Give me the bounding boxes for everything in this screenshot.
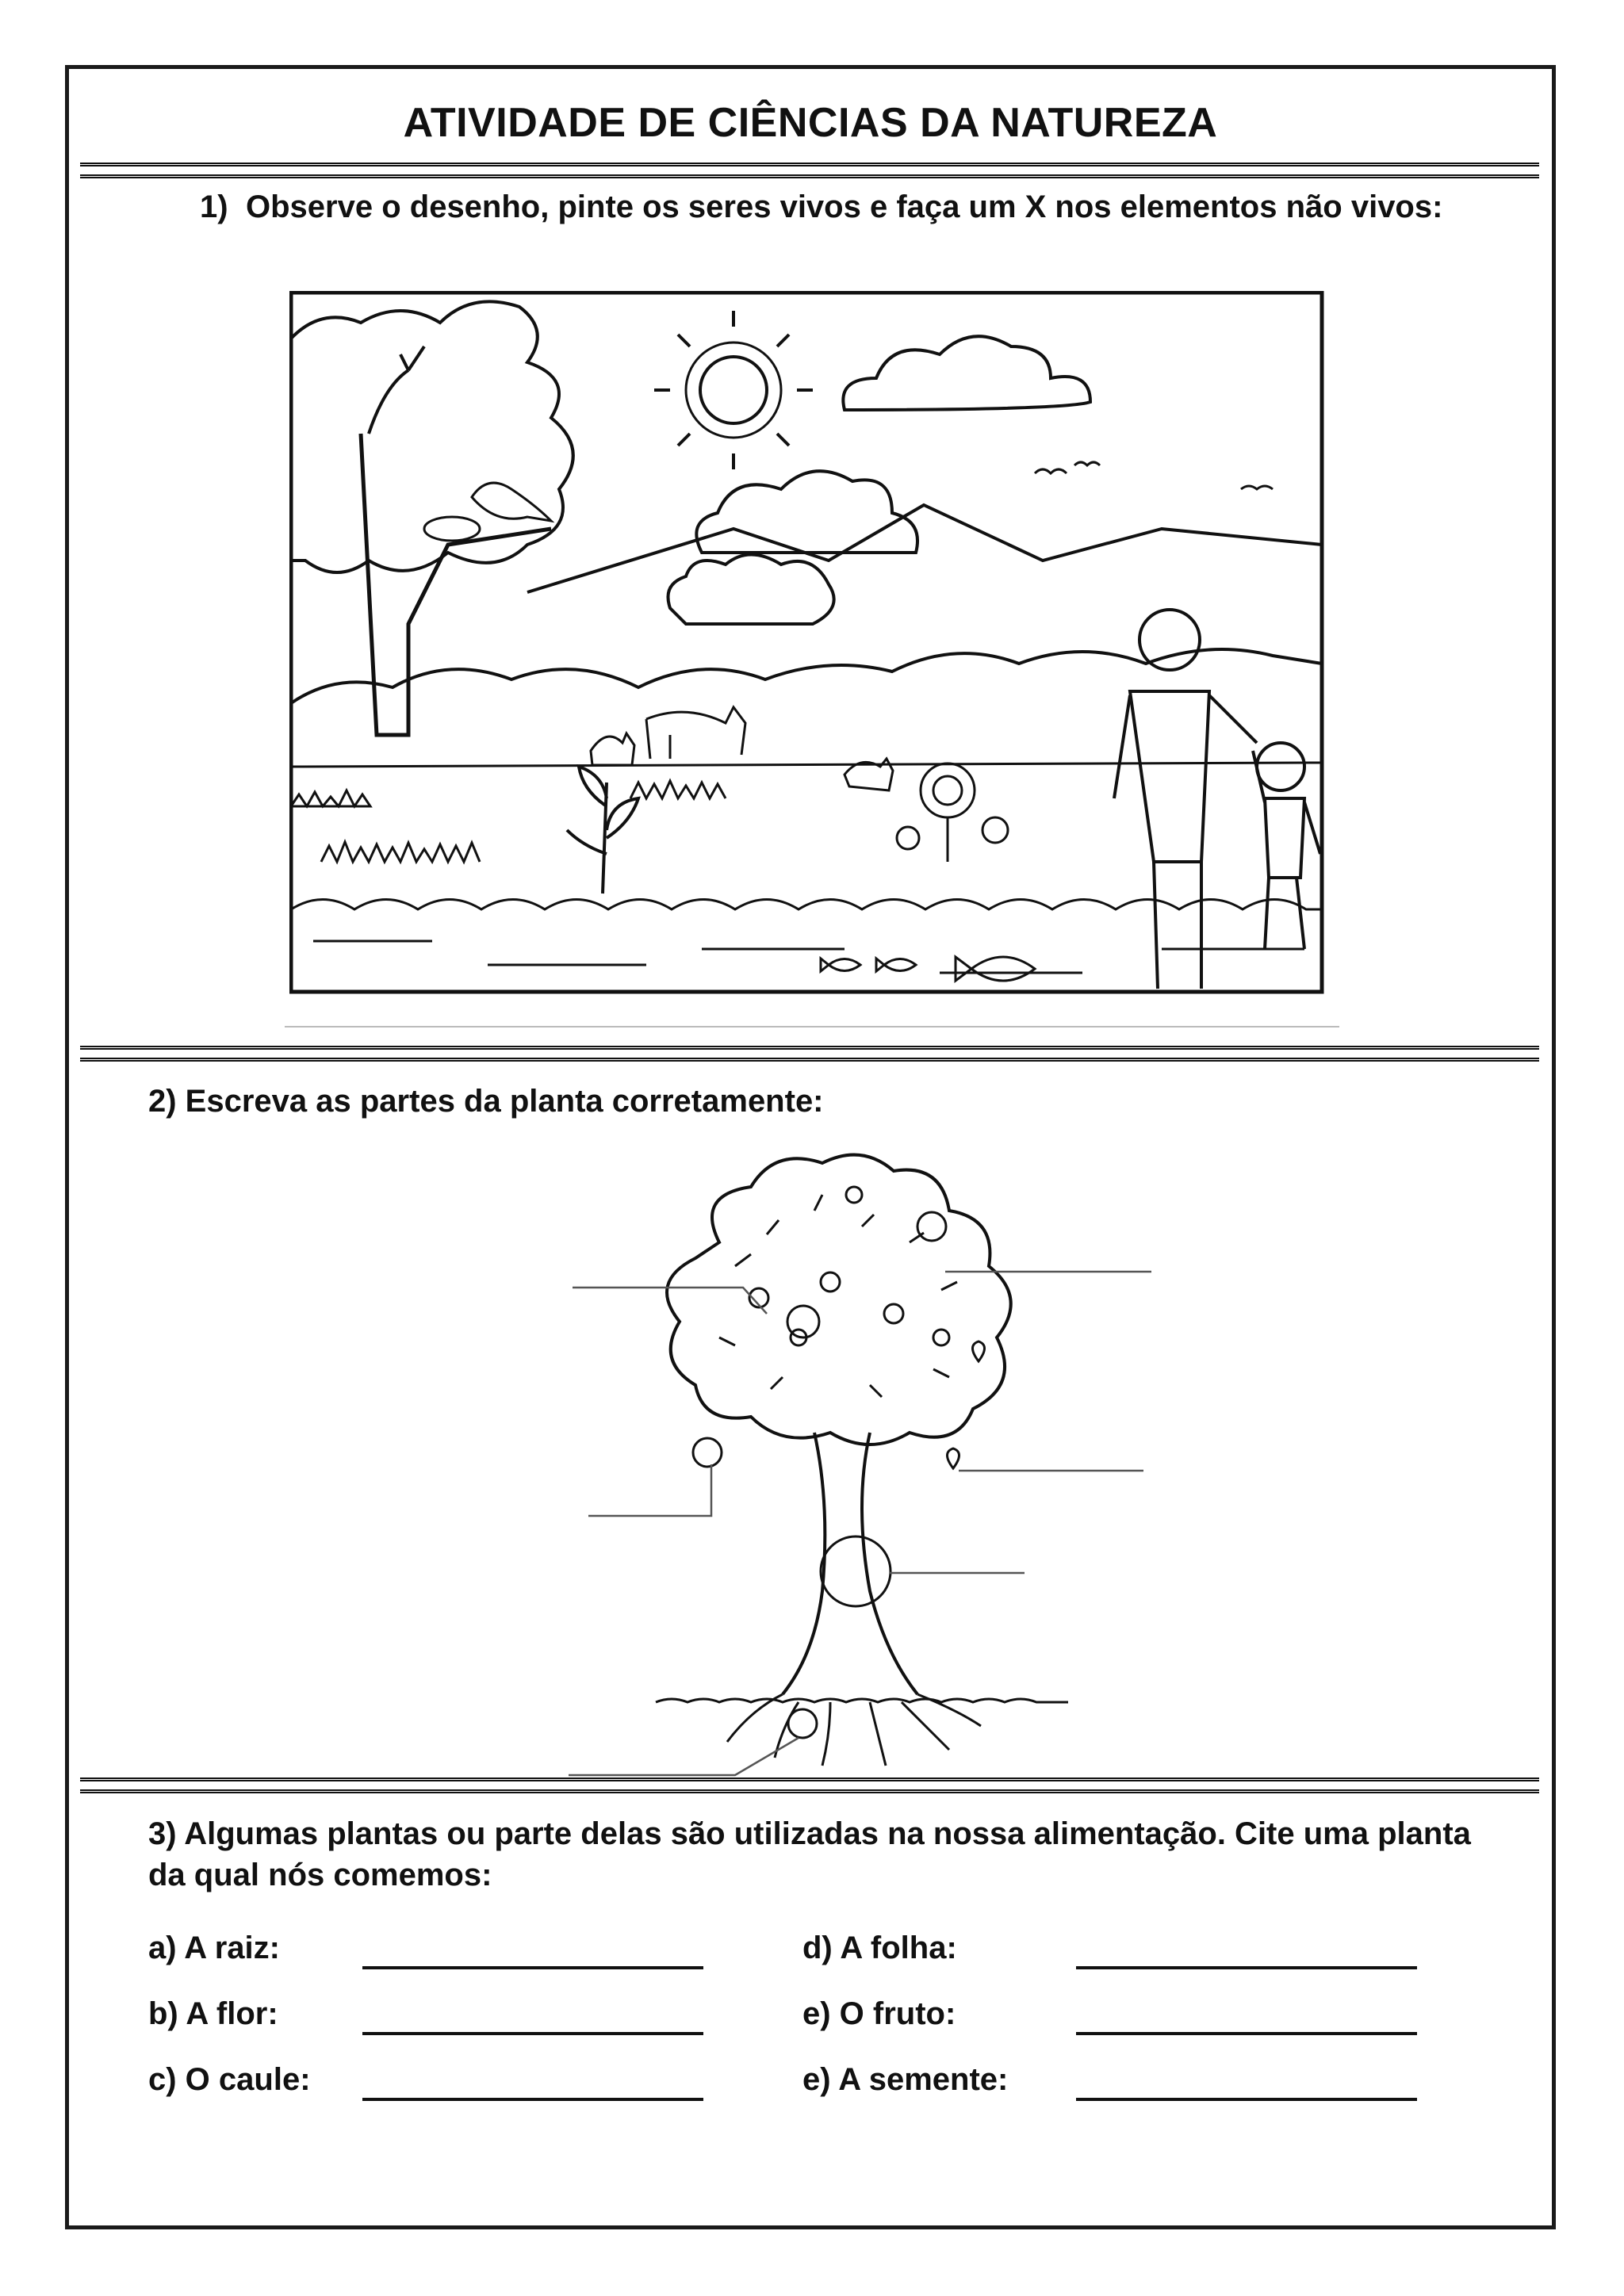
- question-2-text: 2) Escreva as partes da planta corretamente:: [148, 1084, 824, 1119]
- answer-line-flower[interactable]: [362, 2032, 703, 2035]
- separator-line: [80, 1777, 1539, 1793]
- question-1-text: Observe o desenho, pinte os seres vivos e faça um X nos elementos não vivos:: [246, 189, 1443, 224]
- answer-label-flower: b) A flor:: [148, 1996, 278, 2031]
- divider: [285, 1026, 1339, 1027]
- tree-parts-diagram: [497, 1147, 1227, 1781]
- answer-line-seed[interactable]: [1076, 2098, 1417, 2101]
- nature-scene-illustration: [289, 291, 1328, 1020]
- question-1-number: 1): [200, 189, 228, 224]
- answer-label-stem: c) O caule:: [148, 2062, 311, 2097]
- answer-label-root: a) A raiz:: [148, 1931, 280, 1965]
- separator-line: [80, 163, 1539, 178]
- worksheet-frame: [65, 65, 1556, 2229]
- answer-label-leaf: d) A folha:: [802, 1931, 957, 1965]
- answer-label-fruit: e) O fruto:: [802, 1996, 956, 2031]
- answer-line-fruit[interactable]: [1076, 2032, 1417, 2035]
- answer-label-seed: e) A semente:: [802, 2062, 1009, 2097]
- answer-line-root[interactable]: [362, 1966, 703, 1969]
- question-3-text: 3) Algumas plantas ou parte delas são utilizadas na nossa alimentação. Cite uma planta da qual nós comemos:: [148, 1816, 1471, 1892]
- answer-line-leaf[interactable]: [1076, 1966, 1417, 1969]
- page-title: ATIVIDADE DE CIÊNCIAS DA NATUREZA: [403, 100, 1218, 146]
- answer-line-stem[interactable]: [362, 2098, 703, 2101]
- separator-line: [80, 1046, 1539, 1062]
